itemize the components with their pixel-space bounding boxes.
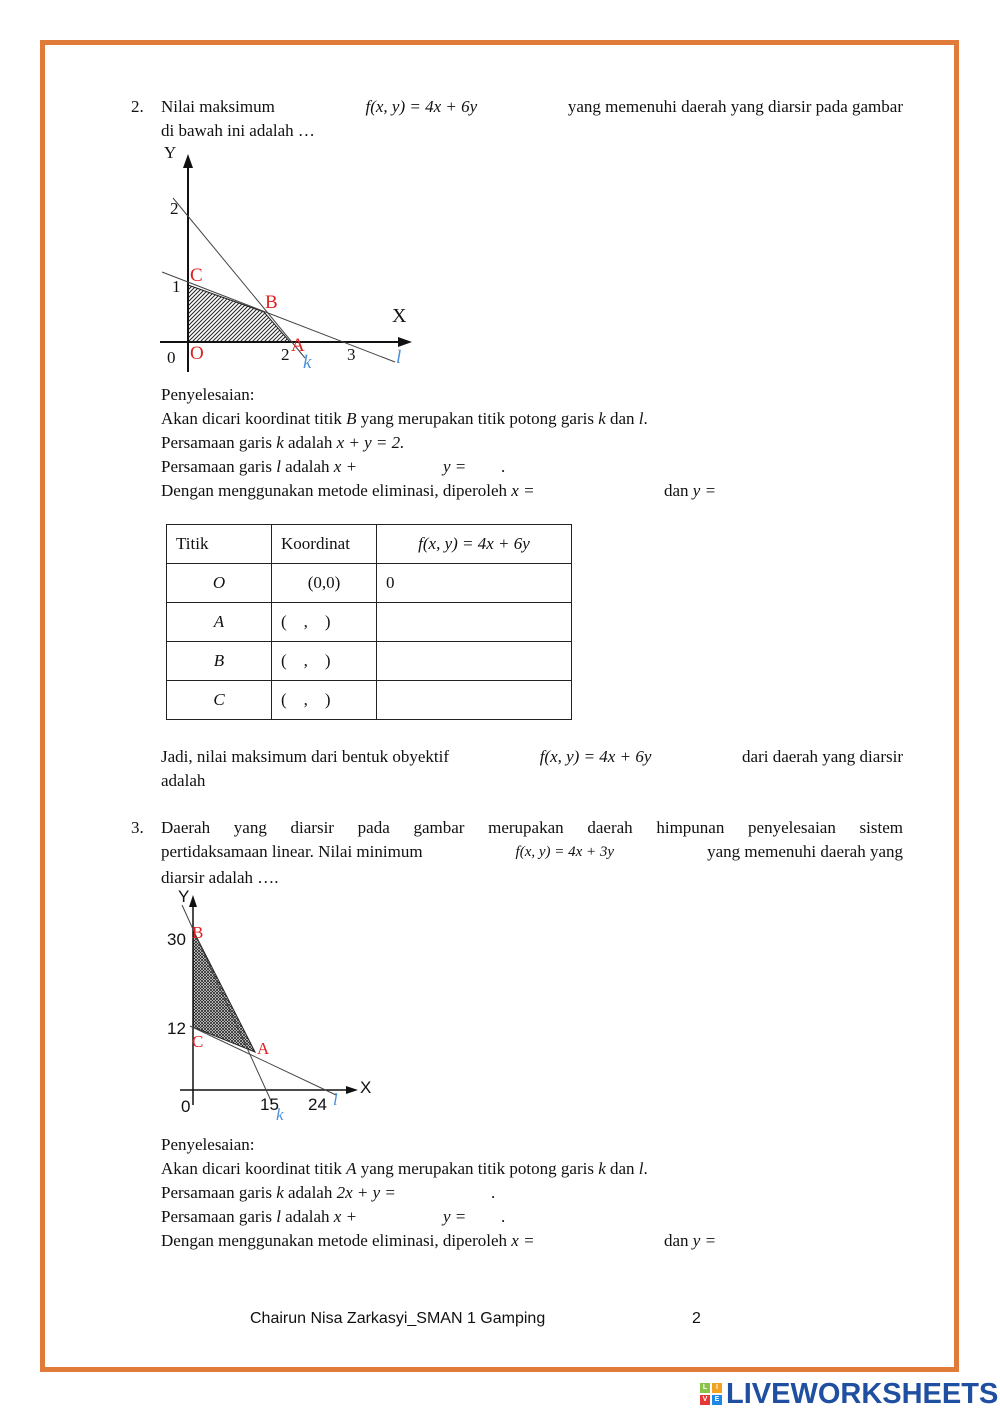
q2-solution-line3: Persamaan garis l adalah x + — [161, 457, 358, 476]
q2-solution-line1: Akan dicari koordinat titik B yang merupakan titik potong garis k dan l. — [161, 409, 648, 428]
q3-solution-line2-c: . — [491, 1183, 496, 1202]
q3-x-arrow — [346, 1086, 358, 1094]
logo-tile-l: L — [700, 1383, 710, 1393]
q2-number: 2. — [131, 97, 144, 116]
q3-label-k: k — [276, 1105, 284, 1124]
q2-function: f(x, y) = 4x + 6y — [365, 97, 478, 116]
q3-question-line1: Daerah yang diarsir pada gambar merupakan daerah himpunan penyelesaian sistem — [161, 818, 903, 837]
q2-solution-line2: Persamaan garis k adalah x + y = 2. — [161, 433, 405, 452]
table-cell-coordinate[interactable]: ( , ) — [272, 642, 377, 681]
q2-tick-y2: 2 — [170, 199, 179, 218]
q3-function: f(x, y) = 4x + 3y — [515, 844, 615, 860]
table-cell-coordinate: (0,0) — [272, 564, 377, 603]
q2-tick-x3: 3 — [347, 345, 356, 364]
q3-point-c: C — [192, 1032, 204, 1051]
table-cell-point: O — [167, 564, 272, 603]
table-cell-coordinate[interactable]: ( , ) — [272, 681, 377, 720]
q2-solution-line3-c: . — [501, 457, 506, 476]
q2-point-a: A — [291, 335, 305, 356]
table-row — [167, 642, 572, 681]
q3-tick-x15: 15 — [260, 1095, 279, 1114]
q2-question-line1 — [161, 95, 903, 119]
table-row — [167, 564, 572, 603]
table-cell-point: C — [167, 681, 272, 720]
table-cell-value: 0 — [377, 564, 572, 603]
q3-point-b: B — [192, 923, 204, 942]
q3-solution-line3-b: y = — [443, 1207, 467, 1226]
q3-solution-line1: Akan dicari koordinat titik A yang merupakan titik potong garis k dan l. — [161, 1159, 648, 1178]
q3-number: 3. — [131, 818, 144, 837]
footer-author: Chairun Nisa Zarkasyi_SMAN 1 Gamping — [250, 1310, 546, 1327]
q3-y-label: Y — [178, 887, 190, 906]
q3-line-l — [190, 1026, 336, 1095]
q2-label-l: l — [396, 347, 402, 368]
q3-tick-y12: 12 — [167, 1019, 186, 1038]
q2-point-b: B — [265, 292, 278, 313]
logo-tile-e: E — [712, 1395, 722, 1405]
table-cell-value[interactable] — [377, 642, 572, 681]
q2-label-k: k — [303, 352, 312, 373]
q3-point-a: A — [257, 1039, 270, 1058]
q2-solution-line4: Dengan menggunakan metode eliminasi, diperoleh x = — [161, 481, 535, 500]
q3-solution-line3-c: . — [501, 1207, 506, 1226]
q2-y-label: Y — [164, 143, 177, 162]
q2-table — [166, 524, 572, 720]
q2-x-label: X — [392, 305, 407, 327]
table-header-row — [167, 525, 572, 564]
q3-y-arrow — [189, 895, 197, 907]
q2-question-line2: di bawah ini adalah … — [161, 121, 315, 140]
q3-question-line2: pertidaksamaan linear. Nilai minimum f(x, y) = 4x + 3y yang memenuhi daerah yang — [161, 840, 903, 864]
q2-solution-line4-b: dan y = — [664, 481, 717, 500]
q3-solution-title: Penyelesaian: — [161, 1135, 255, 1154]
q3-x-label: X — [360, 1078, 372, 1097]
footer-page-number: 2 — [692, 1310, 701, 1327]
q3-solution-line2: Persamaan garis k adalah 2x + y = — [161, 1183, 396, 1202]
q3-solution-line4-b: dan y = — [664, 1231, 717, 1250]
table-row — [167, 681, 572, 720]
liveworksheets-logo[interactable] — [700, 1376, 998, 1412]
brand-name: LIVEWORKSHEETS — [726, 1377, 999, 1410]
q3-tick-x24: 24 — [308, 1095, 327, 1114]
q2-conclusion-line1: Jadi, nilai maksimum dari bentuk obyektif f(x, y) = 4x + 6y dari daerah yang diarsir — [161, 747, 903, 766]
q3-label-l: l — [333, 1090, 338, 1109]
q2-text-post: yang memenuhi daerah yang diarsir pada gambar — [567, 97, 903, 116]
table-cell-coordinate[interactable]: ( , ) — [272, 603, 377, 642]
q3-origin-zero: 0 — [181, 1097, 191, 1116]
brand-logo-icon — [700, 1383, 722, 1405]
q2-text-pre: Nilai maksimum — [161, 97, 275, 116]
table-cell-point: A — [167, 603, 272, 642]
q2-tick-x2: 2 — [281, 345, 290, 364]
q3-graph — [160, 885, 380, 1125]
table-cell-value[interactable] — [377, 603, 572, 642]
q3-question-line3: diarsir adalah …. — [161, 868, 279, 887]
q2-solution-line3-b: y = — [443, 457, 467, 476]
table-header-titik: Titik — [167, 525, 272, 564]
table-header-koordinat: Koordinat — [272, 525, 377, 564]
q3-solution-line3: Persamaan garis l adalah x + — [161, 1207, 358, 1226]
q2-point-o: O — [190, 343, 204, 364]
table-cell-point: B — [167, 642, 272, 681]
table-header-function: f(x, y) = 4x + 6y — [377, 525, 572, 564]
q2-y-arrow — [183, 154, 193, 168]
table-row — [167, 603, 572, 642]
q3-tick-y30: 30 — [167, 930, 186, 949]
q2-solution-title: Penyelesaian: — [161, 385, 255, 404]
logo-tile-v: V — [700, 1395, 710, 1405]
q3-solution-line4: Dengan menggunakan metode eliminasi, diperoleh x = — [161, 1231, 535, 1250]
q2-tick-y1: 1 — [172, 277, 181, 296]
q2-conclusion-line2: adalah — [161, 771, 206, 790]
q2-x-arrow — [398, 337, 412, 347]
logo-tile-i: I — [712, 1383, 722, 1393]
q2-origin-zero: 0 — [167, 348, 176, 367]
q2-point-c: C — [190, 265, 203, 286]
table-cell-value[interactable] — [377, 681, 572, 720]
